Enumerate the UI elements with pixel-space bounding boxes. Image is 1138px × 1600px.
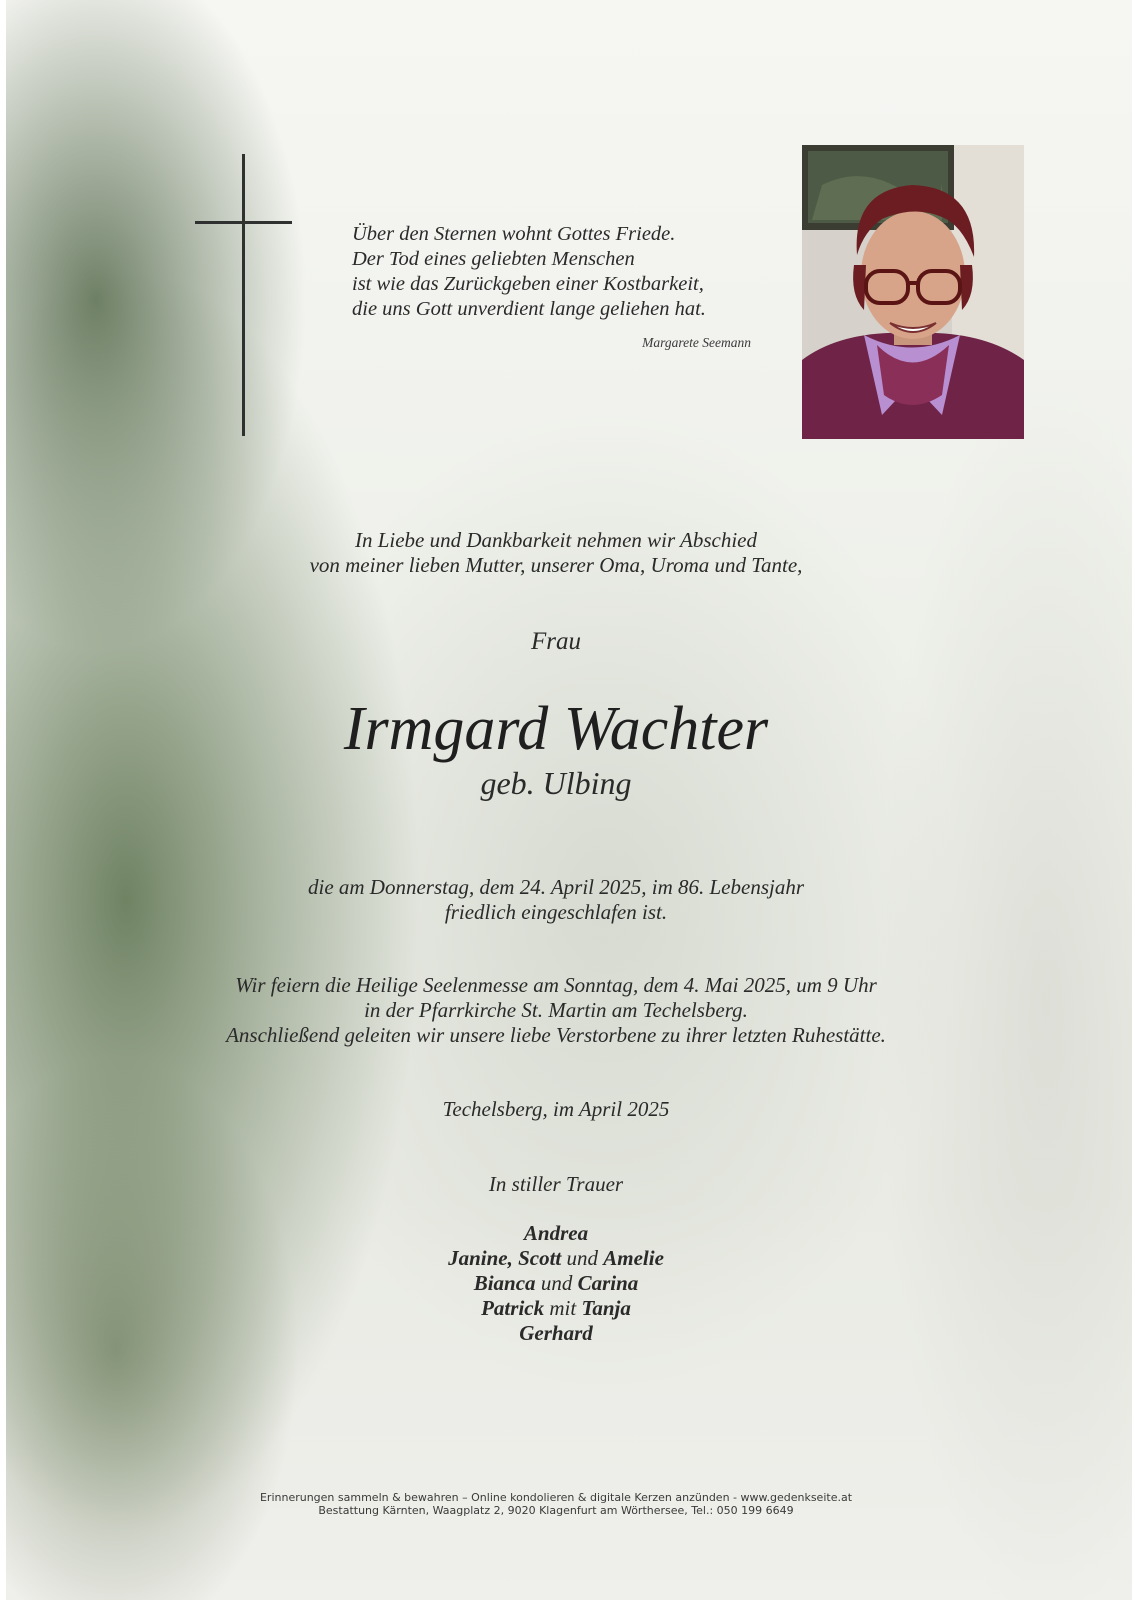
intro-line: In Liebe und Dankbarkeit nehmen wir Abschied (354, 528, 758, 552)
quote-author: Margarete Seemann (642, 335, 751, 350)
family-member: Carina (577, 1271, 639, 1295)
quote-line: ist wie das Zurückgeben einer Kostbarkeit, (352, 273, 704, 295)
quote-line: die uns Gott unverdient lange geliehen hat. (352, 298, 706, 320)
birth-name: geb. Ulbing (480, 765, 632, 801)
family-member: Amelie (603, 1246, 664, 1270)
family-member: Patrick (481, 1296, 545, 1320)
mass-line: Anschließend geleiten wir unsere liebe Verstorbene zu ihrer letzten Ruhestätte. (226, 1023, 886, 1047)
obituary-card (6, 0, 1132, 1600)
footer-line: Erinnerungen sammeln & bewahren – Online kondolieren & digitale Kerzen anzünden - www.gedenkseite.at (259, 1491, 853, 1504)
quote-line: Über den Sternen wohnt Gottes Friede. (352, 223, 676, 245)
family-row (156, 1221, 956, 1246)
family-conjunction: und (561, 1246, 604, 1270)
portrait-photo (802, 145, 1024, 439)
family-row (156, 1296, 956, 1321)
cross-vertical-bar (242, 154, 245, 436)
cross-horizontal-bar (195, 221, 292, 224)
mass-announcement (156, 973, 956, 1048)
intro-line: von meiner lieben Mutter, unserer Oma, Uroma und Tante, (309, 553, 803, 577)
family-member: Gerhard (519, 1321, 593, 1345)
family-member: Janine, Scott (448, 1246, 562, 1270)
deceased-name: Irmgard Wachter (343, 695, 769, 763)
family-row (156, 1246, 956, 1271)
death-line: friedlich eingeschlafen ist. (444, 900, 668, 924)
footer-info (156, 1491, 956, 1517)
family-conjunction: und (535, 1271, 578, 1295)
family-list (156, 1221, 956, 1346)
family-member: Bianca (473, 1271, 536, 1295)
quote-line: Der Tod eines geliebten Menschen (352, 248, 635, 270)
mass-line: Wir feiern die Heilige Seelenmesse am Sonntag, dem 4. Mai 2025, um 9 Uhr (235, 973, 877, 997)
family-member: Tanja (581, 1296, 631, 1320)
place-date: Techelsberg, im April 2025 (442, 1097, 670, 1121)
family-member: Andrea (523, 1221, 589, 1245)
family-row (156, 1271, 956, 1296)
mourning-heading: In stiller Trauer (488, 1172, 624, 1196)
footer-line: Bestattung Kärnten, Waagplatz 2, 9020 Klagenfurt am Wörthersee, Tel.: 050 199 6649 (318, 1504, 794, 1517)
family-conjunction: mit (544, 1296, 582, 1320)
mass-line: in der Pfarrkirche St. Martin am Techelsberg. (364, 998, 748, 1022)
death-notice (156, 875, 956, 925)
salutation: Frau (531, 628, 581, 655)
quote-block (352, 222, 752, 322)
family-row (156, 1321, 956, 1346)
death-line: die am Donnerstag, dem 24. April 2025, im 86. Lebensjahr (307, 875, 804, 899)
portrait-illustration (802, 145, 1024, 439)
farewell-intro (156, 528, 956, 578)
